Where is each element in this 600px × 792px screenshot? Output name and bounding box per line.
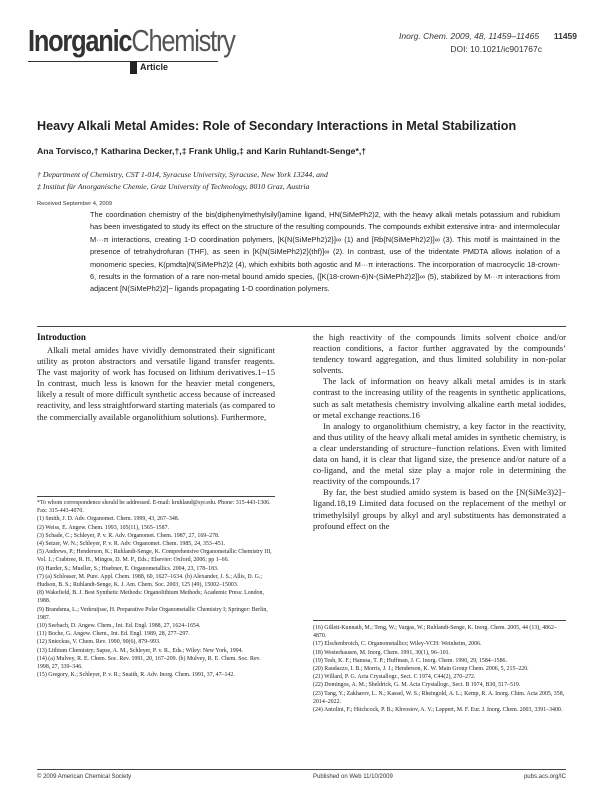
reference-item: (15) Gregory, K.; Schleyer, P. v. R.; Snaith, R. Adv. Inorg. Chem. 1991, 37, 47–142.: [37, 672, 235, 679]
reference-item: (8) Wakefield, B. J. Best Synthetic Methods: Organolithium Methods; Academic Press: London, 1988.: [37, 590, 264, 605]
footer-divider: [37, 769, 566, 770]
reference-item: (16) Gillett-Kunnath, M.; Teng, W.; Vargas, W.; Ruhlandt-Senge, K. Inorg. Chem. 2005, 44 (13), 4862–4870.: [313, 625, 557, 640]
body-paragraph: the high reactivity of the compounds limits solvent choice and/or reaction conditions, a factor further aggravated by the compounds’ tendency toward aggregation, and thus limited solubility in non-polar solvents.: [313, 332, 566, 376]
abstract: The coordination chemistry of the bis(diphenylmethylsilyl)amine ligand, HN(SiMePh2)2, with the heavy alkali metals potassium and rubidium has been investigated to study its effect on the structure of the resulting compounds. The compounds exhibit extensive intra- and intermolecular M···π interactions, creating 1-D coordination polymers, [K{N(SiMePh2)2}]∞ (1) and [Rb{N(SiMePh2)2}]∞ (3). This motif is maintained in the presence of tetrahydrofuran (THF), as seen in [K{N(SiMePh2)2}(thf)]∞ (2). In contrast, use of the tridentate PMDTA allows isolation of a monomeric species, K(pmdta)N(SiMePh2)2 (4), which exhibits both agostic and M···π interactions. The incorporation of macrocyclic 18-crown-6, results in the formation of a rare non-metal bound amido species, {[K(18-crown-6)N-(SiMePh2)2]}∞ (5), stabilized by M···π interactions from adjacent [N(SiMePh2)2]− ligands propagating 1-D coordination polymers.: [90, 210, 560, 294]
journal-url[interactable]: pubs.acs.org/IC: [523, 774, 566, 780]
author-list: Ana Torvisco,† Katharina Decker,†,‡ Frank Uhlig,‡ and Karin Ruhlandt-Senge*,†: [37, 146, 367, 156]
received-date: Received September 4, 2009: [37, 201, 113, 207]
paper-title: Heavy Alkali Metal Amides: Role of Secondary Interactions in Metal Stabilization: [37, 119, 517, 133]
logo-rule: [28, 61, 218, 62]
left-column: [37, 332, 275, 423]
reference-item: (10) Seebach, D. Angew. Chem., Int. Ed. Engl. 1988, 27, 1624–1654.: [37, 623, 201, 630]
reference-item: (20) Raudazzo, I. B.; Morris, J. J.; Henderson, K. W. Main Group Chem. 2006, 5, 215–220.: [313, 666, 529, 673]
published-date: Published on Web 11/10/2009: [313, 774, 393, 780]
reference-item: (11) Boche, G. Angew. Chem., Int. Ed. Engl. 1989, 28, 277–297.: [37, 631, 190, 638]
reference-item: (9) Brandsma, L.; Verkruijsse, H. Preparative Polar Organometallic Chemistry I; Springer: Berlin, 1987.: [37, 606, 268, 621]
reference-item: (1) Smith, J. D. Adv. Organomet. Chem. 1999, 43, 267–348.: [37, 516, 180, 523]
abstract-divider: [37, 326, 566, 327]
reference-item: (5) Andrews, P.; Henderson, K.; Ruhlandt-Senge, K. Comprehensive Organometallic Chemistry III, Vol. 1.; Crabtree, R. H., Mingos, D. M. P., Eds.; Elsevier: Oxford, 2006; pp 1–66.: [37, 549, 272, 564]
reference-item: (12) Snieckus, V. Chem. Rev. 1990, 90(6), 879–993.: [37, 639, 161, 646]
logo-word-inorganic: Inorganic: [28, 23, 132, 58]
journal-logo-text: [28, 23, 235, 58]
reference-item: (24) Antolini, F.; Hitchcock, P. B.; Khvostov, A. V.; Lappert, M. F. Eur. J. Inorg. Chem. 2003, 3391–3400.: [313, 707, 563, 714]
reference-item: (4) Setzer, W. N.; Schleyer, P. v. R. Adv. Organomet. Chem. 1985, 24, 353–451.: [37, 541, 226, 548]
reference-item: (21) Willard, P. G. Acta Crystallogr., Sect. C 1974, C44(2), 270–272.: [313, 674, 476, 681]
affiliation-2: ‡ Institut für Anorganische Chemie, Graz University of Technology, 8010 Graz, Austria: [37, 182, 310, 191]
intro-paragraph: Alkali metal amides have vividly demonstrated their significant utility as proton abstractors and versatile ligand transfer reagents. The vast majority of work has focused on lithium derivatives.1−15 In contrast, much less is known for the heavier metal congeners, likely a result of more difficult synthetic access because of increased reactivity, and less straightforward starting materials (as compared to the commercially available organolithium solutions). Furthermore,: [37, 345, 275, 422]
page-number: 11459: [553, 31, 577, 41]
body-paragraph: By far, the best studied amido system is based on the [N(SiMe3)2]− ligand.18,19 Limited data focused on the replacement of the methyl or trimethylsilyl groups by alkyl and aryl substituents has demonstrated a profound effect on the: [313, 487, 566, 531]
reference-item: (7) (a) Schlosser, M. Pure. Appl. Chem. 1988, 60, 1627–1634. (b) Alexander, J. S.; Allis, D. G.; Hudson, B. S.; Ruhlandt-Senge, K. J. Am. Chem. Soc. 2003, 125 (49), 15002–15003.: [37, 573, 262, 589]
logo-word-chemistry: Chemistry: [131, 23, 235, 58]
footnote-divider-left: [37, 496, 275, 497]
reference-item: (2) Weiss, E. Angew. Chem. 1993, 105(11), 1565–1587.: [37, 524, 169, 531]
affiliation-1: † Department of Chemistry, CST 1-014, Syracuse University, Syracuse, New York 13244, and: [37, 170, 328, 179]
reference-item: (23) Tang, Y.; Zakharov, L. N.; Kassel, W. S.; Rheingold, A. L.; Kemp, R. A. Inorg. Chim. Acta 2005, 358, 2014–2022.: [313, 690, 565, 705]
reference-item: (13) Lithium Chemistry; Sapse, A. M., Schleyer, P. v. R., Eds.; Wiley: New York, 1994.: [37, 647, 244, 654]
journal-line: Inorg. Chem. 2009, 48, 11459–11465: [399, 31, 540, 41]
doi[interactable]: DOI: 10.1021/ic901767c: [450, 44, 542, 54]
body-paragraph: In analogy to organolithium chemistry, a key factor in the reactivity, and thus utility of the heavy alkali metal amides in synthetic chemistry, is a clear understanding of structure−function relations. Even with limited data on hand, it is clear that ligand size, the presence and/or nature of a co-ligand, and the metal size play a major role in determining the reactivity of the compounds.17: [313, 420, 566, 487]
reference-item: (3) Schade, C.; Schleyer, P. v. R. Adv. Organomet. Chem. 1987, 27, 169–278.: [37, 532, 220, 539]
reference-item: (22) Domingos, A. M.; Sheldrick, G. M. Acta Crystallogr., Sect. B 1974, B30, 517–519.: [313, 682, 521, 689]
reference-item: (6) Harder, S.; Mueller, S.; Huebner, E. Organometallics. 2004, 23, 178–183.: [37, 565, 219, 572]
logo-bar: [130, 61, 137, 74]
reference-item: (14) (a) Mulvey, R. E. Chem. Soc. Rev. 1991, 20, 167–209. (b) Mulvey, R. E. Chem. Soc. Rev. 1998, 27, 339–346.: [37, 655, 261, 671]
reference-item: (18) Westerhausen, M. Inorg. Chem. 1991, 30(1), 96–101.: [313, 649, 451, 656]
corresponding-author-note: *To whom correspondence should be addressed. E-mail: kruhland@syr.edu. Phone: 315-443-1306. Fax: 315-443-4070.: [37, 500, 271, 515]
right-column: [313, 332, 566, 532]
footnotes-left: [37, 499, 275, 679]
footnote-divider-right: [313, 620, 566, 621]
journal-logo: [28, 23, 235, 62]
copyright: © 2009 American Chemical Society: [37, 774, 132, 780]
reference-item: (17) Elschenbroich, C. Organometallics; Wiley-VCH: Weinheim, 2006.: [313, 641, 482, 648]
footnotes-right: [313, 624, 566, 714]
reference-item: (19) Tesh, K. F.; Hanusa, T. P.; Huffman, J. C. Inorg. Chem. 1990, 29, 1584–1586.: [313, 657, 507, 664]
body-paragraph: The lack of information on heavy alkali metal amides is in stark contrast to the increasing utility of the reagents in synthetic applications, such as salt metathesis chemistry involving alkaline earth metal iodides, or metal exchange reactions.16: [313, 376, 566, 420]
journal-citation: [399, 31, 577, 41]
intro-heading: Introduction: [37, 332, 86, 342]
article-type-label: Article: [140, 62, 169, 72]
